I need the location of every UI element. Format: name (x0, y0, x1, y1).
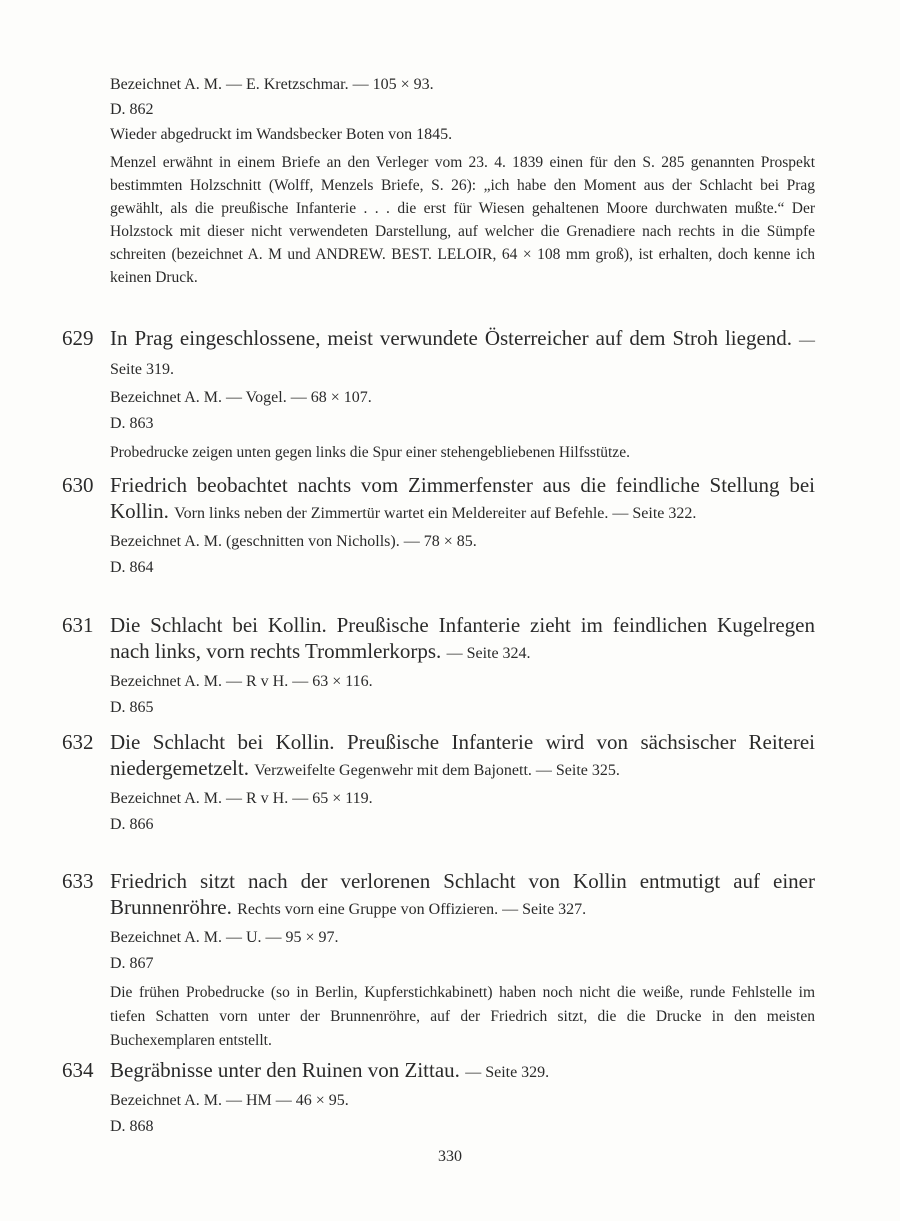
reprint-note: Wieder abgedruckt im Wandsbecker Boten von 1845. (110, 126, 453, 143)
intro-continuation (110, 72, 815, 289)
entry-title-sub: — Seite 319. (110, 332, 816, 378)
entry-title (110, 612, 815, 667)
signature-line: Bezeichnet A. M. — Vogel. — 68 × 107. (110, 389, 372, 406)
entry-title-sub: — Seite 329. (465, 1064, 550, 1081)
catalog-entry (62, 612, 815, 721)
catalog-entry (62, 325, 815, 465)
entry-number: 632 (62, 730, 94, 754)
catalog-entry (62, 472, 815, 581)
commentary-note: Menzel erwähnt in einem Briefe an den Verleger vom 23. 4. 1839 einen für den S. 285 genannten Prospekt bestimmten Holzschnitt (Wolff, Menzels Briefe, S. 26): „ich habe den Moment aus der Schlacht bei Prag gewählt, als die preußische Infanterie . . . die erst für Wiesen gehaltenen Moore durchwaten mußte.“ Der Holzstock mit dieser nicht verwendeten Darstellung, auf welcher die Grenadiere nach rechts in die Sümpfe schreiten (bezeichnet A. M und ANDREW. BEST. LELOIR, 64 × 108 mm groß), ist erhalten, doch kenne ich keinen Druck. (110, 154, 815, 286)
catalog-entry (62, 868, 815, 1053)
entry-title-sub: Verzweifelte Gegenwehr mit dem Bajonett. — Seite 325. (254, 762, 620, 779)
d-number: D. 863 (110, 415, 154, 432)
entry-title-main: Begräbnisse unter den Ruinen von Zittau. (110, 1058, 460, 1082)
entry-title (110, 729, 815, 784)
entry-number: 630 (62, 473, 94, 497)
entry-number: 629 (62, 326, 94, 350)
d-number: D. 867 (110, 955, 154, 972)
entry-title (110, 325, 815, 383)
d-number: D. 864 (110, 559, 154, 576)
entry-number: 634 (62, 1058, 94, 1082)
signature-line: Bezeichnet A. M. — E. Kretzschmar. — 105 × 93. (110, 76, 434, 93)
entry-title (110, 868, 815, 923)
entry-title-main: Die Schlacht bei Kollin. Preußische Infanterie wird von sächsischer Reiterei niedergemetzelt. (110, 730, 815, 780)
entry-title-main: Friedrich sitzt nach der verlorenen Schlacht von Kollin entmutigt auf einer Brunnenröhre. (110, 869, 815, 919)
entry-title-main: In Prag eingeschlossene, meist verwundete Österreicher auf dem Stroh liegend. (110, 326, 793, 350)
entry-number: 631 (62, 613, 94, 637)
commentary-note: Die frühen Probedrucke (so in Berlin, Kupferstichkabinett) haben noch nicht die weiße, runde Fehlstelle im tiefen Schatten vorn unter der Brunnenröhre, auf der Friedrich sitzt, die die Drucke in den meisten Buchexemplaren entstellt. (110, 984, 815, 1049)
catalog-entry (62, 729, 815, 838)
signature-line: Bezeichnet A. M. — HM — 46 × 95. (110, 1092, 349, 1109)
d-number: D. 865 (110, 699, 154, 716)
signature-line: Bezeichnet A. M. — R v H. — 65 × 119. (110, 790, 373, 807)
entry-title (110, 1057, 815, 1086)
commentary-note: Probedrucke zeigen unten gegen links die Spur einer stehengebliebenen Hilfsstütze. (110, 444, 630, 461)
d-number: D. 862 (110, 101, 154, 118)
entry-title-sub: Rechts vorn eine Gruppe von Offizieren. — Seite 327. (237, 901, 587, 918)
entry-number: 633 (62, 869, 94, 893)
page-number: 330 (438, 1148, 462, 1165)
d-number: D. 868 (110, 1118, 154, 1135)
entry-title-main: Friedrich beobachtet nachts vom Zimmerfenster aus die feindliche Stellung bei Kollin. (110, 473, 815, 523)
signature-line: Bezeichnet A. M. (geschnitten von Nicholls). — 78 × 85. (110, 533, 477, 550)
signature-line: Bezeichnet A. M. — U. — 95 × 97. (110, 929, 339, 946)
entry-title-sub: Vorn links neben der Zimmertür wartet ein Meldereiter auf Befehle. — Seite 322. (174, 505, 697, 522)
entry-title-main: Die Schlacht bei Kollin. Preußische Infanterie zieht im feindlichen Kugelregen nach links, vorn rechts Trommlerkorps. (110, 613, 815, 663)
d-number: D. 866 (110, 816, 154, 833)
entry-title-sub: — Seite 324. (446, 645, 531, 662)
catalog-entry (62, 1057, 815, 1140)
entry-title (110, 472, 815, 527)
signature-line: Bezeichnet A. M. — R v H. — 63 × 116. (110, 673, 373, 690)
